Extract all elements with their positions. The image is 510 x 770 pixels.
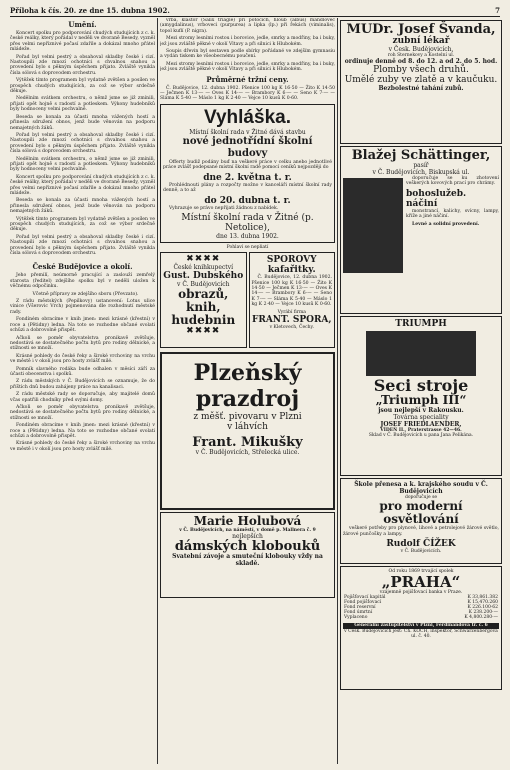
article-paragraph: Beseda se konala za účasti mnoha vážených hostí a přinesla sdružení obnos, jenž bude věnován na podporu nemajetných žáků. [10, 114, 155, 131]
triumph-big: Seci stroje [373, 376, 469, 395]
article-paragraph: Krásné pohledy do české řeky a široké vrchoviny na vrchu ve městě i v okolí jsou pro hosty zvlášť milé. [10, 441, 155, 452]
praha-rate-label: Pojišťovací kapitál [344, 595, 386, 601]
article-paragraph: Soupis dřevin byl sestaven podle sbírky pořádané ve zdejším gymnasiu a vydán tiskem ke všeobecnému poučení. [160, 49, 335, 60]
spora-sub: Vyrábí firma [277, 309, 306, 315]
schattinger-text: doporučuje se ku zhotovení veškerých kovových prací pro chrámy. [406, 176, 499, 187]
cizek-name: Rudolf ČÍŽEK [386, 539, 456, 550]
vyhlaska-headline: nové jednotřídní školní budovy [182, 135, 313, 159]
plzen-line-3: z měšť. pivovaru v Plzni [193, 412, 302, 423]
ad-spora [249, 252, 336, 348]
holubova-sub: nejlepších [232, 533, 263, 541]
ad-dubsky [160, 252, 247, 348]
vyhlaska-intro: Místní školní rada v Žitné dává stavbu [189, 128, 306, 136]
ad-praha [340, 566, 502, 690]
praha-top: Od roku 1869 trvající spolek [388, 569, 454, 574]
article-paragraph: Ačkoli se poměr obyvatelstva pronikavě zvětšuje, nedostává se dostatečného počtu bytů pro rodiny dělnické, a stížnosti se množí. [10, 335, 155, 352]
plzen-line-4: v láhvích [227, 422, 268, 433]
page-number: 7 [495, 6, 500, 15]
triumph-quote: „Triumph III“ [375, 393, 467, 407]
article-paragraph: Jeho přemilí, neúmorně pracující a zaslouží zemřelý starosta (ředitel) zdejšího spolku byl v neděli uložen k věčnému odpočinku. [10, 273, 155, 290]
market-title: Průměrné tržní ceny. [206, 74, 289, 84]
seed-drill-illustration-icon [366, 331, 476, 376]
cizek-text: veškeré potřeby pro plynové, lihové a petrolejové žárové světlo, žárové punčošky a lampy. [343, 526, 499, 537]
cizek-title: Škole přenesa a k. krajského soudu v Č. Budějovicích [354, 481, 488, 495]
ad-holubova [160, 512, 335, 598]
triumph-firm: Továrna speciality [393, 414, 449, 421]
dubsky-name: Gust. Dubského [163, 271, 244, 282]
svanda-sub: zubní lékař [392, 36, 450, 46]
triumph-name: JOSEF FRIEDLAENDER, [380, 421, 462, 428]
dubsky-goods: obrazů, knih, hudebnin [171, 287, 236, 328]
article-paragraph: Z rádu městských v Č. Budějovicích se oznamuje, že do příštích dnů budou zahájeny práce na kanalisaci. [10, 379, 155, 390]
ad-triumph [340, 316, 502, 476]
section-title-umeni: Umění. [68, 20, 97, 29]
triumph-agent: Sklad v Č. Budějovicích u pana Jana Pelikána. [368, 433, 474, 439]
article-paragraph: Mezi stromy lesními rostou i borovice, jedle, smrky a modřiny, ba i buky, jež jsou zvláště pěkné v okolí Vltavy a při silnici k Hlubokém. [160, 61, 335, 73]
schattinger-foot: Levné a solidní provedení. [412, 221, 480, 227]
article-paragraph: Fondíném obracíme v knih jmen: mezi krásné (křestní) v roce a (Pětidny) ledna. Na toto se rozhodne občané svolati schůzi a dobrovolně přispět. [10, 423, 155, 439]
triumph-brand: TRIUMPH [395, 319, 447, 329]
svanda-addr: roh Sternekovy a Kostelní ul. [387, 53, 455, 58]
vyhlaska-deadline-1: dne 2. května t. r. [203, 172, 292, 183]
holubova-addr: v Č. Budějovicích, na náměstí, v domě p. Mallnera č. 9 [179, 528, 316, 534]
article-paragraph: Mezi stromy lesními rostou i borovice, jedle, smrky a modřiny, ba i buky, jež jsou zvláště pěkné v okolí Vltavy a při silnici k Hlubokém. [160, 36, 335, 47]
plzen-name: Frant. Mikušky [192, 435, 303, 451]
vyhlaska-sign-date: dne 13. dubna 1902. [216, 232, 279, 240]
triumph-addr: VÍDEŇ II., Praterstrasse 42—46. [380, 428, 462, 433]
holubova-big: dámských klobouků [174, 539, 321, 555]
cizek-sub: doporučuje se [404, 495, 438, 500]
article-paragraph: Nedělním svátkem orchestru, o němž jsme se již zmínili, přijati opět hojně s radostí a potleskem. Výkony hudebníků byly hodnoceny velmi pochvalně. [10, 96, 155, 113]
market-prices: Č. Budějovice, 12. dubna 1902. Pšenice 100 kg K 16·50 — Žito K 14·50 — Ječmen K 13·— — Oves K 14·— — Brambory K 6·— — Seno K 7·— — Sláma K 5·40 — Máslo 1 kg K 2·40 — Vejce 10 kusů K 0·60. [160, 85, 335, 102]
plzen-line-2: prazdroj [195, 386, 300, 413]
spora-city: v Kletovech, Čechy. [269, 324, 314, 330]
altar-illustration-icon [343, 178, 403, 273]
svanda-line-1: Plomby všech druhů. [373, 65, 469, 76]
praha-rate-value: K 238.200·— [468, 610, 498, 616]
praha-rate-value: K 226.100·62 [467, 605, 498, 611]
article-paragraph: Z rádu městské rady se doporučuje, aby majitelé domů včas opatřili chodníky před svými domy. [10, 392, 155, 403]
article-paragraph: vrba, kláštor (Salix triagle) při potocích, hloub (albus) mandlovec (amygdalinus), vrboveci (purpurea) a lipka (lp.) při řekách (viminalis), topol kuflí (P. nigra). [160, 18, 335, 34]
article-paragraph: Koncert spolku pro podporování chudých studujících z c. k. české reálky, který pořádal v neděli ve dvoraně Besedy, vyzněl přes velmi nepříznivé počasí zdařile a dokázal mnoho přátel mládeže. [10, 31, 155, 53]
cizek-big: pro moderní osvětlování [379, 499, 463, 527]
schattinger-text-block [403, 176, 499, 275]
praha-rate-value: K 4,800.280·— [464, 615, 498, 621]
praha-rate-label: Fond reservní [344, 605, 376, 611]
spora-title: SPOROVY kafařitky. [266, 255, 317, 276]
vyhlaska-text-3: Vyhrazuje se právo nepřijati žádnou z nabídek. [169, 205, 279, 211]
article-paragraph: Koncert spolku pro podporování chudých studujících z c. k. české reálky, který pořádal v neděli ve dvoraně Besedy, vyzněl přes velmi nepříznivé počasí zdařile a dokázal mnoho přátel mládeže. [10, 174, 155, 196]
schattinger-name: Blažej Schättinger, [351, 148, 491, 163]
praha-rate-row [343, 615, 499, 620]
praha-name: „PRAHA“ [381, 573, 461, 592]
column-3 [340, 18, 502, 764]
column-2 [160, 18, 335, 764]
ad-schattinger [340, 146, 502, 314]
praha-foot-2: v Česk. Budějovicích jest: Ch. KOCH, inspektor, Schwarzenbergova ul. č. 40. [344, 628, 498, 639]
article-paragraph: Včetně přípravy ze zdejšího sboru (Převzato). [32, 291, 139, 297]
dubsky-top: České knihkupectví [173, 264, 234, 272]
vyhlaska-text: Offerty budiž podány buď na veškeré práce v celku anebo jednotlivé práce zvlášť podepsané místní školní radě pomocí ceníků nejpozději do [163, 159, 332, 171]
triumph-best: jsou nejlepší v Rakousku. [378, 407, 464, 414]
praha-rates [343, 595, 499, 620]
dubsky-city: v Č. Budějovicích [177, 281, 230, 289]
praha-rate-value: K 15,470.260 [467, 600, 498, 606]
article-paragraph: Krásné pohledy do české řeky a široké vrchoviny na vrchu ve městě i v okolí jsou pro hosty zvlášť milé. [10, 353, 155, 365]
schattinger-city: v Č. Budějovicích, Biskupská ul. [372, 169, 470, 176]
plzen-city: v Č. Budějovicích, Střelecká ulice. [195, 449, 300, 457]
article-paragraph: Výtěžek tímto programem byl vydatně zvětšen a posílen ve prospěch chudých studujících, za což se výbor srdečně děkuje. [10, 78, 155, 95]
article-paragraph: Pořad byl velmi pestrý a obsahoval skladby české i cizí. Nastoupili zde mnozí ochotníci s chvalnou snahou a provedení bylo s pěkným úspěchem přijato. Zvláště vynikla čísla sólová s doprovodem orchestru. [10, 132, 155, 155]
svanda-city: v Česk. Budějovicích, [388, 46, 454, 53]
schattinger-big: bohoslužeb. náčiní [406, 188, 467, 209]
vyhlaska-title: Vyhláška. [204, 106, 291, 128]
article-paragraph: Výtěžek tímto programem byl vydatně zvětšen a posílen ve prospěch chudých studujících, za což se výbor srdečně děkuje. [10, 216, 155, 233]
ornament-icon: ✖✖✖✖ [186, 326, 221, 337]
ad-svanda [340, 20, 502, 144]
ad-vyhlaska [160, 104, 335, 243]
column-rule-2 [337, 18, 338, 764]
page-header [10, 6, 500, 17]
article-paragraph: Beseda se konala za účasti mnoha vážených hostí a přinesla sdružení obnos, jenž bude věnován na podporu nemajetných žáků. [10, 198, 155, 215]
ornament-icon: ✖✖✖✖ [186, 254, 221, 265]
article-paragraph: Nedělním svátkem orchestru, o němž jsme se již zmínili, přijati opět hojně s radostí a potleskem. Výkony hudebníků byly hodnoceny velmi pochvalně. [10, 156, 155, 173]
vyhlaska-deadline-2: do 20. dubna t. r. [204, 195, 291, 206]
holubova-name: Marie Holubová [193, 514, 302, 529]
ad-note: Pohlaví se nepliatí [226, 244, 269, 250]
ad-plzen [160, 352, 335, 510]
article-paragraph: Ačkoli se poměr obyvatelstva pronikavě zvětšuje, nedostává se dostatečného počtu bytů pro rodiny dělnické, a stížnosti se množí. [10, 404, 155, 421]
spora-text: Č. Budějovice, 12. dubna 1902. Pšenice 100 kg K 16·50 — Žito K 14·50 — Ječmen K 13·— — Oves K 14·— — Brambory K 6·— — Seno K 7·— — Sláma K 5·40 — Máslo 1 kg K 2·40 — Vejce 10 kusů K 0·60. [251, 275, 332, 308]
section-title-budejovice: České Budějovice a okolí. [32, 262, 133, 272]
header-date: Příloha k čís. 20. ze dne 15. dubna 1902. [10, 6, 170, 15]
ad-row [160, 250, 335, 350]
praha-rate-value: K 33,861.382 [467, 595, 498, 601]
ad-cizek [340, 478, 502, 564]
schattinger-body [343, 176, 499, 275]
column-rule-1 [157, 18, 158, 764]
schattinger-list: monstrancí, kalichy, svícny, lampy, kříže a jiné náčiní. [406, 208, 499, 220]
schattinger-sub: pasíř [413, 162, 429, 169]
svanda-line-3: Bezbolestné tahání zubů. [378, 85, 464, 93]
cizek-city: v Č. Budějovicích. [400, 549, 442, 555]
article-paragraph: Z rádu městských (Pepilkovy) ustanovení: Lotus ulice vinice (Všerovic Vrch) pojmenována dle rozhodnutí městské rady. [10, 299, 155, 315]
article-paragraph: Fondíném obracíme v knih jmen: mezi krásné (křestní) v roce a (Pětidny) ledna. Na toto se rozhodne občané svolati schůzi a dobrovolně přispět. [10, 317, 155, 334]
spora-name: FRANT. SPORA, [251, 314, 332, 325]
vyhlaska-signature: Místní školní rada v Žitné (p. Netolice), [181, 212, 314, 233]
column-1 [10, 18, 155, 764]
holubova-foot: Svatební závoje a smuteční klobouky vždy na skladě. [172, 553, 323, 568]
praha-text: vzájemně pojišťovací banka v Praze. [379, 590, 463, 596]
article-paragraph: Pořad byl velmi pestrý a obsahoval skladby české i cizí. Nastoupili zde mnozí ochotníci s chvalnou snahou a provedení bylo s pěkným úspěchem přijato. Zvláště vynikla čísla sólová s doprovodem orchestru. [10, 234, 155, 257]
article-paragraph: Pořad byl velmi pestrý a obsahoval skladby české i cizí. Nastoupili zde mnozí ochotníci s chvalnou snahou a provedení bylo s pěkným úspěchem přijato. Zvláště vynikla čísla sólová s doprovodem orchestru. [10, 54, 155, 76]
svanda-line-2: Umělé zuby ve zlatě a v kaučuku. [344, 75, 498, 86]
praha-rate-label: Fond pojišťovací [344, 600, 382, 606]
plzen-line-1: Plzeňský [193, 360, 302, 387]
svanda-name: MUDr. Josef Švanda, [346, 22, 496, 37]
praha-rate-label: Fond úmrtní [344, 610, 373, 616]
article-paragraph: Pomník slavného rodáka bude odhalen v měsíci září za účasti obecenstva i spolků. [10, 366, 155, 377]
vyhlaska-text-2: Prohlédnouti plány a rozpočty možno v kanceláři místní školní rady denně, a to až [163, 182, 332, 194]
praha-rate-label: Vyplaceno [344, 615, 368, 621]
praha-foot: Generální zastupitelství v Plzni, Ferdinandova tř. č. 6 [343, 623, 499, 628]
svanda-hours: ordinuje denně od 8. do 12. a od 2. do 5. hod. [344, 58, 498, 66]
